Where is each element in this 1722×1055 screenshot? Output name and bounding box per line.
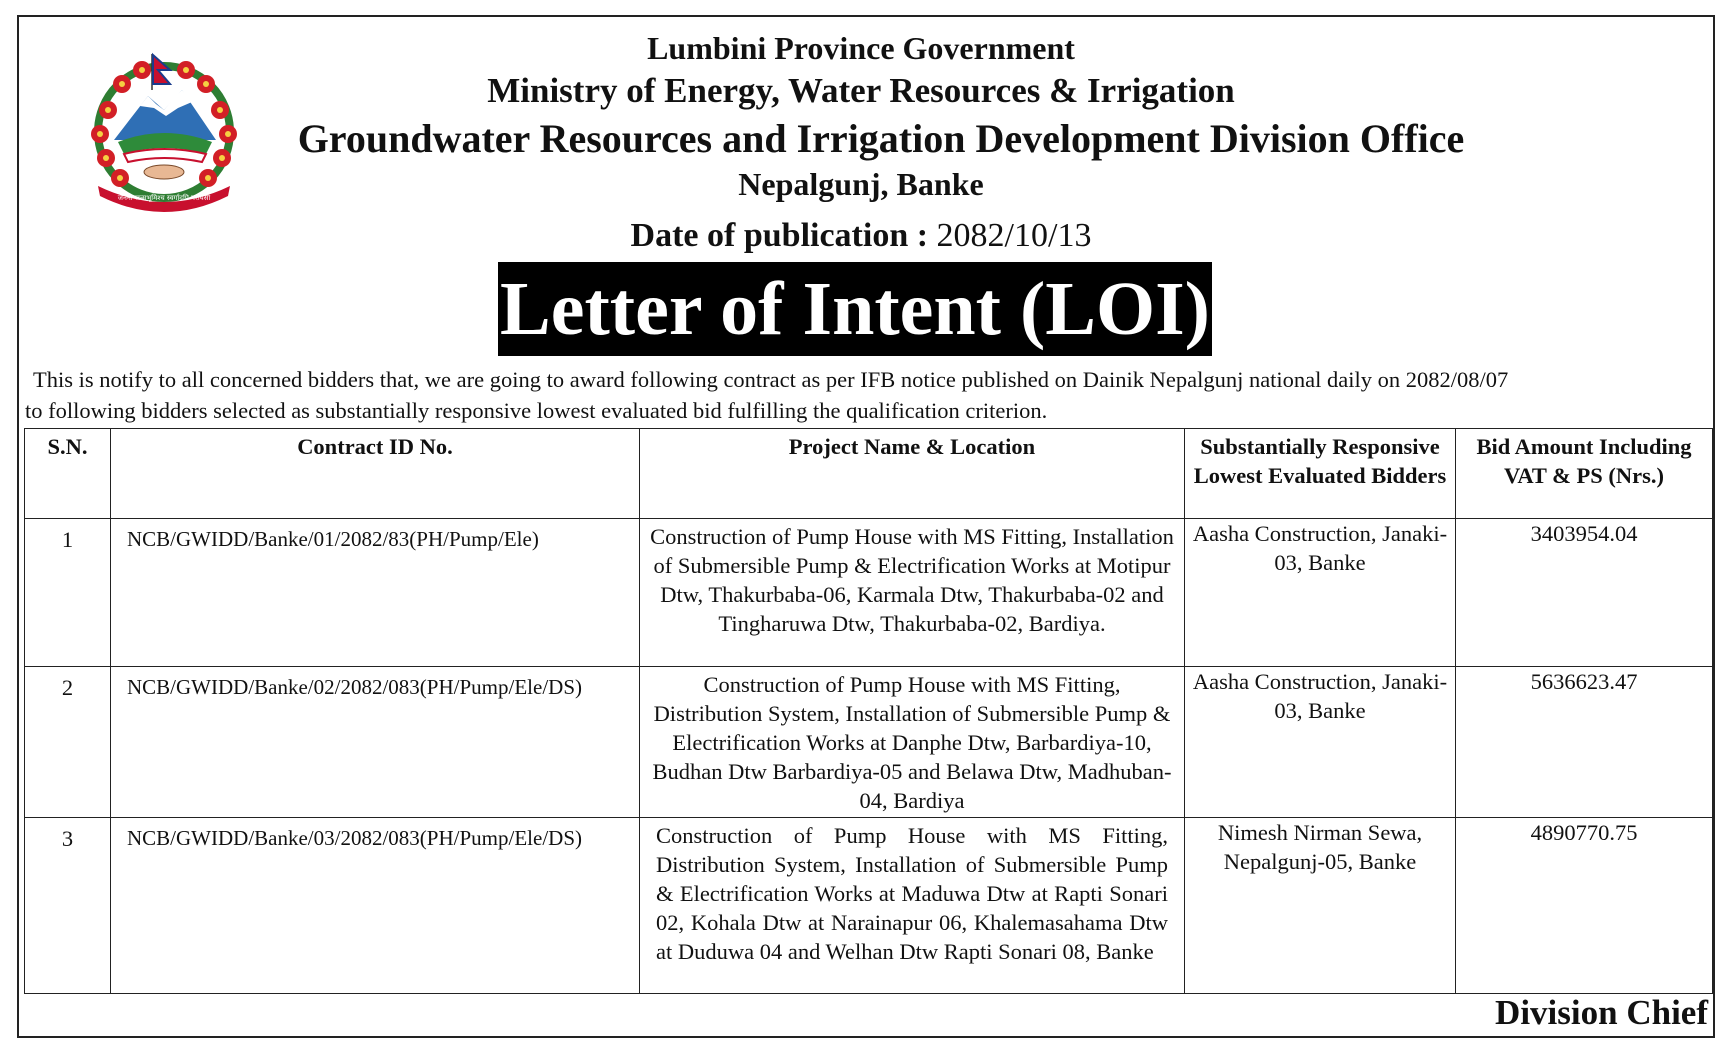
- row-bidder: Aasha Construction, Janaki-03, Banke: [1185, 667, 1456, 818]
- row-project: Construction of Pump House with MS Fitting, Installation of Submersible Pump & Electrification Works at Motipur Dtw, Thakurbaba-06, Karmala Dtw, Thakurbaba-02 and Tingharuwa Dtw, Thakurbaba-02, Bardiya.: [640, 519, 1185, 667]
- intro-line-1: This is notify to all concerned bidders that, we are going to award following contract as per IFB notice published on Dainik Nepalgunj national daily on 2082/08/07: [33, 367, 1509, 392]
- title-banner: [0, 262, 1722, 356]
- table-row: [25, 519, 1713, 667]
- province-name: Lumbini Province Government: [647, 30, 1075, 66]
- row-project: Construction of Pump House with MS Fitting, Distribution System, Installation of Submersible Pump & Electrification Works at Danphe Dtw, Barbardiya-10, Budhan Dtw Barbardiya-05 and Belawa Dtw, Madhuban-04, Bardiya: [640, 667, 1185, 818]
- row-amount: 4890770.75: [1456, 818, 1713, 994]
- row-bidder: Nimesh Nirman Sewa, Nepalgunj-05, Banke: [1185, 818, 1456, 994]
- page-title: Letter of Intent (LOI): [498, 262, 1212, 356]
- header-contract-id: Contract ID No.: [111, 429, 640, 519]
- publication-date: 2082/10/13: [936, 217, 1092, 254]
- table-row: [25, 818, 1713, 994]
- emblem-motto: जननी जन्मभूमिश्च स्वर्गादपि गरीयसी: [117, 194, 211, 202]
- row-contract-id: NCB/GWIDD/Banke/01/2082/83(PH/Pump/Ele): [111, 519, 640, 667]
- header-bidder: Substantially Responsive Lowest Evaluated Bidders: [1185, 429, 1456, 519]
- header-sn: S.N.: [25, 429, 111, 519]
- row-contract-id: NCB/GWIDD/Banke/02/2082/083(PH/Pump/Ele/DS): [111, 667, 640, 818]
- row-sn: 1: [25, 519, 111, 667]
- publication-label: Date of publication :: [630, 217, 929, 254]
- header-amount: Bid Amount Including VAT & PS (Nrs.): [1456, 429, 1713, 519]
- intro-paragraph: [25, 364, 1715, 426]
- table-row: [25, 667, 1713, 818]
- office-location: Nepalgunj, Banke: [738, 166, 984, 202]
- row-bidder: Aasha Construction, Janaki-03, Banke: [1185, 519, 1456, 667]
- row-sn: 3: [25, 818, 111, 994]
- header-project: Project Name & Location: [640, 429, 1185, 519]
- ministry-name: Ministry of Energy, Water Resources & Irrigation: [487, 71, 1235, 110]
- row-amount: 5636623.47: [1456, 667, 1713, 818]
- row-sn: 2: [25, 667, 111, 818]
- table-header-row: [25, 429, 1713, 519]
- signature-title: Division Chief: [1495, 993, 1708, 1032]
- office-name: Groundwater Resources and Irrigation Development Division Office: [297, 116, 1465, 161]
- intro-line-2: to following bidders selected as substantially responsive lowest evaluated bid fulfilling the qualification criterion.: [25, 398, 1048, 423]
- publication-date-line: [0, 217, 1722, 255]
- row-project: Construction of Pump House with MS Fitting, Distribution System, Installation of Submersible Pump & Electrification Works at Maduwa Dtw at Rapti Sonari 02, Kohala Dtw at Narainapur 06, Khalemasahama Dtw at Duduwa 04 and Welhan Dtw Rapti Sonari 08, Banke: [640, 818, 1185, 994]
- bid-table: [24, 428, 1713, 994]
- row-amount: 3403954.04: [1456, 519, 1713, 667]
- row-contract-id: NCB/GWIDD/Banke/03/2082/083(PH/Pump/Ele/DS): [111, 818, 640, 994]
